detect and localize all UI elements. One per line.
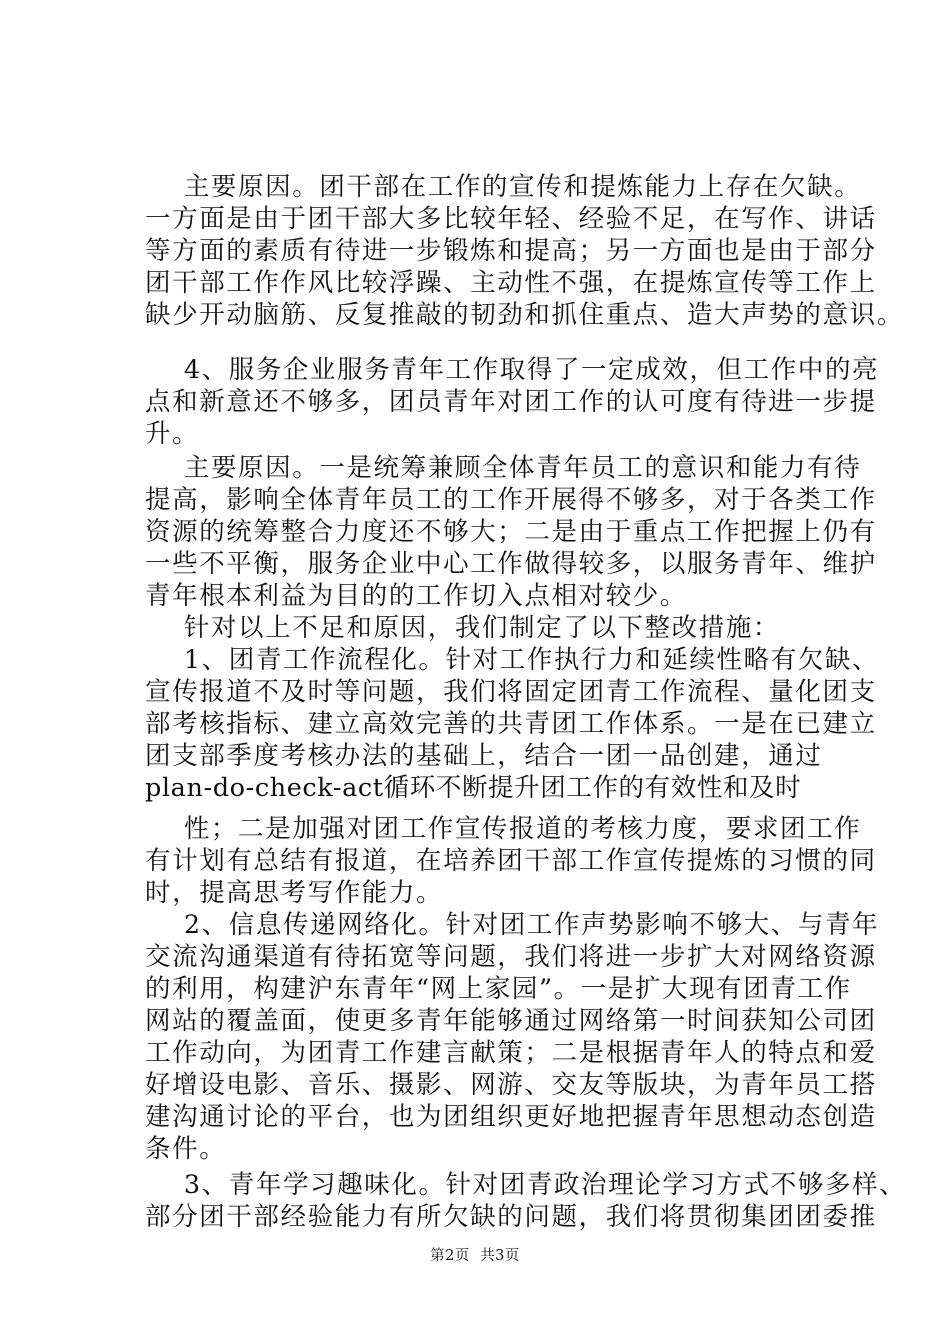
- body-text-line: 性；二是加强对团工作宣传报道的考核力度，要求团工作: [145, 814, 862, 844]
- body-text-line: 一些不平衡，服务企业中心工作做得较多，以服务青年、维护: [145, 549, 877, 579]
- body-text-line: 升。: [145, 419, 200, 449]
- body-text-line: 建沟通讨论的平台，也为团组织更好地把握青年思想动态创造: [145, 1102, 877, 1132]
- body-text-line: 部分团干部经验能力有所欠缺的问题，我们将贯彻集团团委推: [145, 1202, 877, 1232]
- body-text-line: 交流沟通渠道有待拓宽等问题，我们将进一步扩大对网络资源: [145, 942, 877, 972]
- body-text-line: 缺少开动脑筋、反复推敲的韧劲和抓住重点、造大声势的意识。: [145, 300, 904, 330]
- body-text-line: 等方面的素质有待进一步锻炼和提高；另一方面也是由于部分: [145, 236, 877, 266]
- body-text-line: 宣传报道不及时等问题，我们将固定团青工作流程、量化团支: [145, 677, 877, 707]
- body-text-line: 针对以上不足和原因，我们制定了以下整改措施：: [145, 613, 781, 643]
- body-text-line: 一方面是由于团干部大多比较年轻、经验不足，在写作、讲话: [145, 204, 877, 234]
- body-text-line: 提高，影响全体青年员工的工作开展得不够多，对于各类工作: [145, 485, 877, 515]
- body-text-line: 团干部工作作风比较浮躁、主动性不强，在提炼宣传等工作上: [145, 268, 877, 298]
- body-text-line: 青年根本利益为目的的工作切入点相对较少。: [145, 581, 688, 611]
- body-text-line: 部考核指标、建立高效完善的共青团工作体系。一是在已建立: [145, 709, 877, 739]
- page-number-footer: 第2页 共3页: [430, 1248, 520, 1264]
- body-text-line: 资源的统筹整合力度还不够大；二是由于重点工作把握上仍有: [145, 517, 877, 547]
- body-text-line: 4、服务企业服务青年工作取得了一定成效，但工作中的亮: [145, 355, 880, 385]
- body-text-line: 条件。: [145, 1134, 227, 1164]
- body-text-line: 2、信息传递网络化。针对团工作声势影响不够大、与青年: [145, 910, 880, 940]
- body-text-line: 有计划有总结有报道，在培养团干部工作宣传提炼的习惯的同: [145, 846, 877, 876]
- body-text-line: 3、青年学习趣味化。针对团青政治理论学习方式不够多样、: [145, 1170, 907, 1200]
- body-text-line: 1、团青工作流程化。针对工作执行力和延续性略有欠缺、: [145, 645, 880, 675]
- body-text-line: 时，提高思考写作能力。: [145, 878, 444, 908]
- body-text-line: 团支部季度考核办法的基础上，结合一团一品创建，通过: [145, 741, 823, 771]
- body-text-line: 好增设电影、音乐、摄影、网游、交友等版块，为青年员工搭: [145, 1070, 877, 1100]
- body-text-line: 主要原因。团干部在工作的宣传和提炼能力上存在欠缺。: [145, 172, 862, 202]
- body-text-line: 工作动向，为团青工作建言献策；二是根据青年人的特点和爱: [145, 1038, 877, 1068]
- body-text-line: 网站的覆盖面，使更多青年能够通过网络第一时间获知公司团: [145, 1006, 877, 1036]
- body-text-line: 的利用，构建沪东青年“网上家园”。一是扩大现有团青工作: [145, 974, 852, 1004]
- body-text-line: plan-do-check-act循环不断提升团工作的有效性和及时: [145, 773, 802, 803]
- body-text-line: 点和新意还不够多，团员青年对团工作的认可度有待进一步提: [145, 387, 877, 417]
- body-text-line: 主要原因。一是统筹兼顾全体青年员工的意识和能力有待: [145, 453, 862, 483]
